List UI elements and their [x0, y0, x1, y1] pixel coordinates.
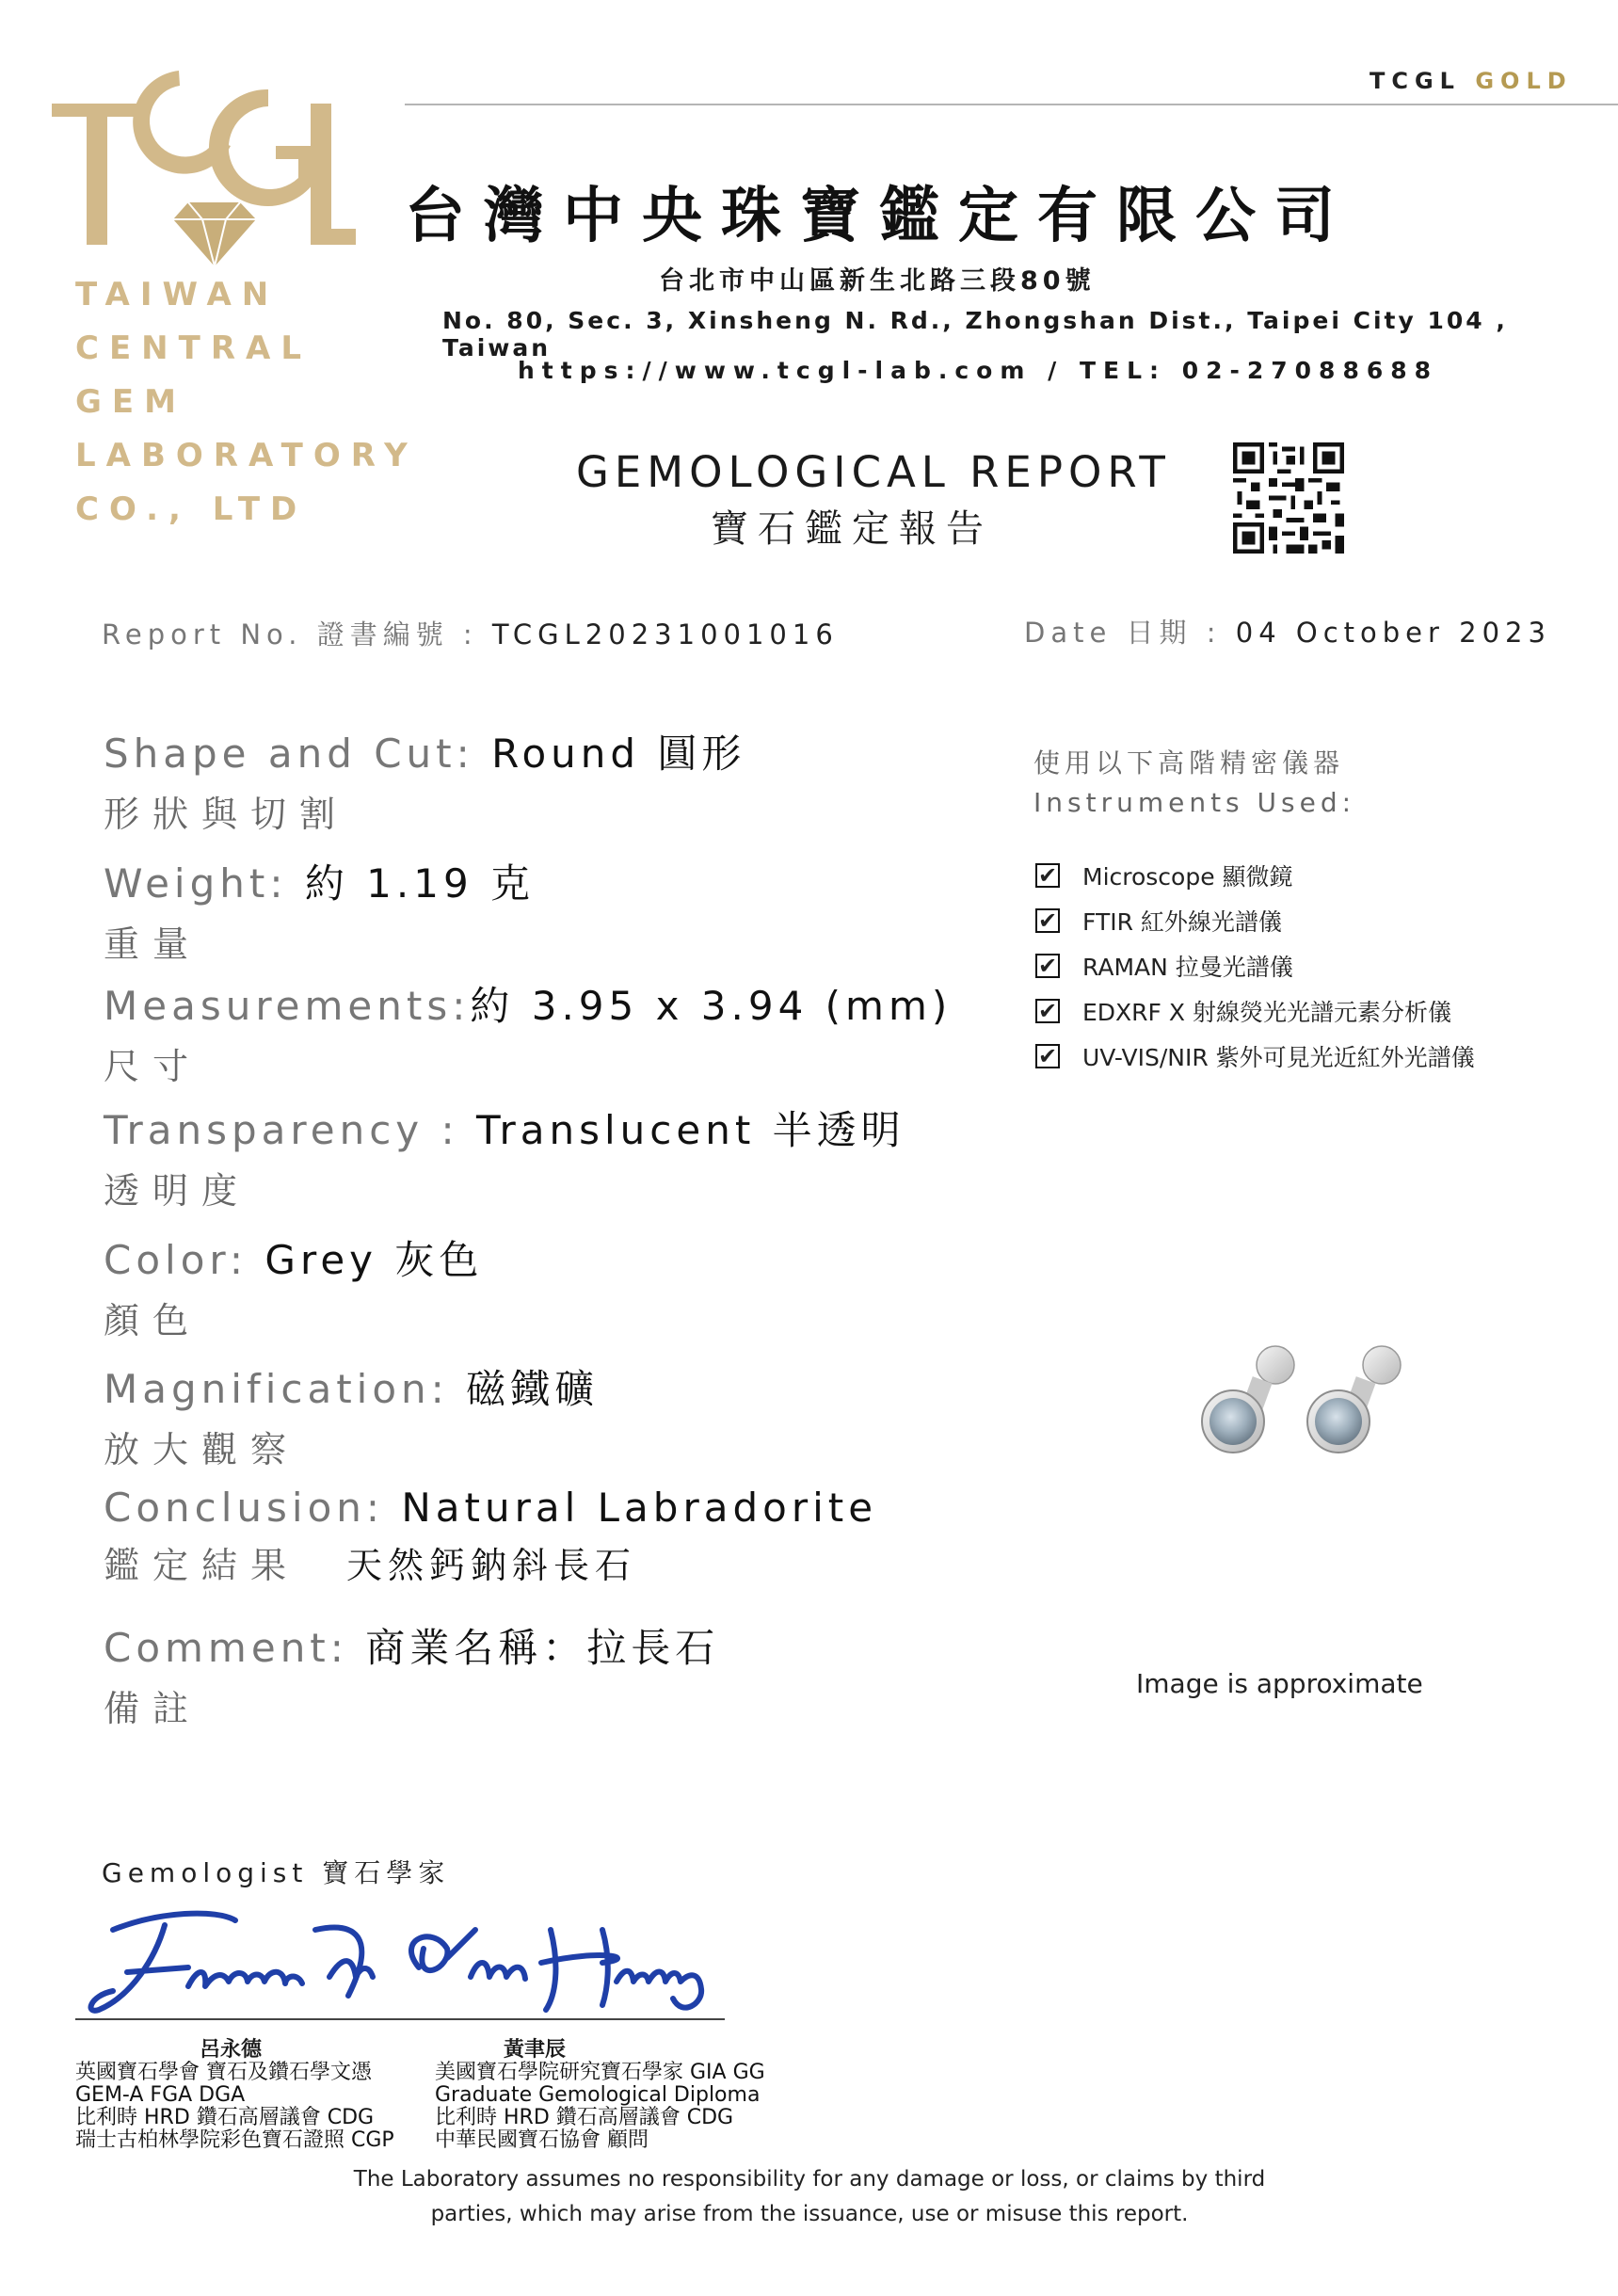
field-label: Comment:: [104, 1625, 366, 1671]
instrument-item: [1035, 898, 1475, 943]
field-color: [104, 1229, 483, 1343]
credential-line: 中華民國寶石協會 顧問: [435, 2128, 649, 2152]
instrument-label: EDXRF X 射線熒光光譜元素分析儀: [1082, 999, 1451, 1026]
header-divider: [405, 104, 1618, 105]
field-value: Translucent 半透明: [476, 1107, 905, 1153]
gemologist-2-credentials: [435, 2062, 765, 2152]
checkbox-checked-icon: ✔: [1035, 954, 1060, 978]
credential-line: Graduate Gemological Diploma: [435, 2083, 761, 2107]
field-shape-and-cut: [104, 723, 745, 837]
field-label: Measurements:: [104, 983, 471, 1029]
field-label-zh: 放大觀察: [104, 1429, 300, 1470]
report-date-label: Date 日期 :: [1024, 617, 1236, 649]
image-caption: Image is approximate: [1136, 1668, 1423, 1699]
company-logo: [47, 52, 358, 268]
instrument-item: [1035, 943, 1475, 988]
address-zh: 台北市中山區新生北路三段80號: [659, 266, 1096, 296]
gemologist-2-name: 黃聿辰: [504, 2038, 567, 2062]
field-comment: [104, 1617, 719, 1731]
report-number: [102, 614, 839, 652]
instrument-item: [1035, 988, 1475, 1034]
field-value: Natural Labradorite: [401, 1485, 878, 1531]
field-magnification: [104, 1358, 599, 1472]
website-and-phone: https://www.tcgl-lab.com / TEL: 02-27088688: [518, 357, 1439, 384]
gemologist-1-name: 呂永德: [200, 2038, 263, 2062]
report-title-en: GEMOLOGICAL REPORT: [576, 447, 1171, 497]
checkbox-checked-icon: ✔: [1035, 999, 1060, 1023]
field-label-zh: 鑑定結果: [104, 1545, 300, 1586]
field-label: Magnification:: [104, 1366, 467, 1412]
field-label-zh: 形狀與切割: [104, 794, 349, 835]
instrument-label: RAMAN 拉曼光譜儀: [1082, 954, 1293, 981]
instrument-label: UV-VIS/NIR 紫外可見光近紅外光譜儀: [1082, 1044, 1475, 1071]
instruments-heading: [1033, 744, 1355, 823]
instrument-item: [1035, 853, 1475, 898]
report-number-label: Report No. 證書編號 :: [102, 618, 492, 650]
gemstone-earrings-photo: [1167, 1337, 1421, 1478]
credential-line: GEM-A FGA DGA: [75, 2083, 246, 2107]
instruments-heading-zh: 使用以下高階精密儀器: [1033, 747, 1345, 779]
field-label: Shape and Cut:: [104, 731, 492, 777]
gemologist-1-credentials: [75, 2062, 394, 2152]
logo-line: LABORATORY: [75, 437, 418, 474]
credential-line: 英國寶石學會 寶石及鑽石學文憑: [75, 2061, 372, 2084]
logo-line: CENTRAL: [75, 329, 312, 367]
credential-line: 比利時 HRD 鑽石高層議會 CDG: [75, 2106, 375, 2129]
report-date-value: 04 October 2023: [1235, 617, 1551, 649]
field-value-zh: 天然鈣鈉斜長石: [346, 1545, 637, 1586]
report-number-value: TCGL20231001016: [491, 618, 839, 650]
checkbox-checked-icon: ✔: [1035, 1044, 1060, 1068]
gemologist-signatures: [75, 1892, 753, 2024]
instruments-list: [1035, 853, 1475, 1079]
field-value: 商業名稱：拉長石: [365, 1625, 720, 1671]
field-value: Round 圓形: [491, 731, 746, 777]
address-en: No. 80, Sec. 3, Xinsheng N. Rd., Zhongshan Dist., Taipei City 104 , Taiwan: [442, 307, 1508, 361]
company-name-zh: 台灣中央珠寶鑑定有限公司: [405, 182, 1354, 251]
field-label-zh: 重量: [104, 923, 202, 965]
brand-mark: [1370, 68, 1573, 94]
brand-part-2: GOLD: [1475, 68, 1573, 94]
qr-code: [1233, 442, 1344, 554]
instrument-label: FTIR 紅外線光譜儀: [1082, 908, 1282, 936]
instruments-heading-en: Instruments Used:: [1033, 787, 1356, 818]
logo-line: CO., LTD: [75, 490, 308, 528]
field-label: Color:: [104, 1237, 265, 1283]
logo-line: GEM: [75, 383, 186, 421]
report-title-zh: 寶石鑑定報告: [711, 507, 993, 551]
signature-line: [75, 2018, 725, 2020]
tcgl-logo-graphic: [47, 52, 358, 268]
checkbox-checked-icon: ✔: [1035, 908, 1060, 933]
credential-line: 瑞士古柏林學院彩色寶石證照 CGP: [75, 2128, 394, 2152]
credential-line: 美國寶石學院研究寶石學家 GIA GG: [435, 2061, 765, 2084]
disclaimer-line: The Laboratory assumes no responsibility for any damage or loss, or claims by third: [353, 2167, 1266, 2192]
field-value: 約 3.95 x 3.94 (mm): [470, 983, 953, 1029]
logo-line: TAIWAN: [75, 276, 280, 313]
field-label: Transparency :: [104, 1107, 476, 1153]
field-conclusion: [104, 1485, 877, 1588]
field-transparency: [104, 1100, 905, 1213]
field-measurements: [104, 975, 952, 1089]
field-label-zh: 顏色: [104, 1300, 202, 1341]
field-label-zh: 透明度: [104, 1170, 251, 1212]
brand-part-1: TCGL: [1370, 68, 1461, 94]
field-label: Weight:: [104, 860, 305, 907]
instrument-label: Microscope 顯微鏡: [1082, 863, 1293, 891]
field-value: 約 1.19 克: [304, 860, 536, 907]
field-label-zh: 備註: [104, 1688, 202, 1729]
gemologist-label: Gemologist 寶石學家: [102, 1857, 451, 1888]
disclaimer-line: parties, which may arise from the issuance, use or misuse this report.: [430, 2202, 1189, 2226]
field-label: Conclusion:: [104, 1485, 402, 1531]
disclaimer: [282, 2162, 1337, 2232]
field-value: Grey 灰色: [264, 1237, 484, 1283]
field-value: 磁鐵礦: [466, 1366, 600, 1412]
field-weight: [104, 853, 535, 967]
checkbox-checked-icon: ✔: [1035, 863, 1060, 888]
instrument-item: [1035, 1034, 1475, 1079]
report-date: [1024, 612, 1551, 650]
field-label-zh: 尺寸: [104, 1046, 202, 1087]
credential-line: 比利時 HRD 鑽石高層議會 CDG: [435, 2106, 734, 2129]
logo-company-name: [75, 268, 418, 537]
